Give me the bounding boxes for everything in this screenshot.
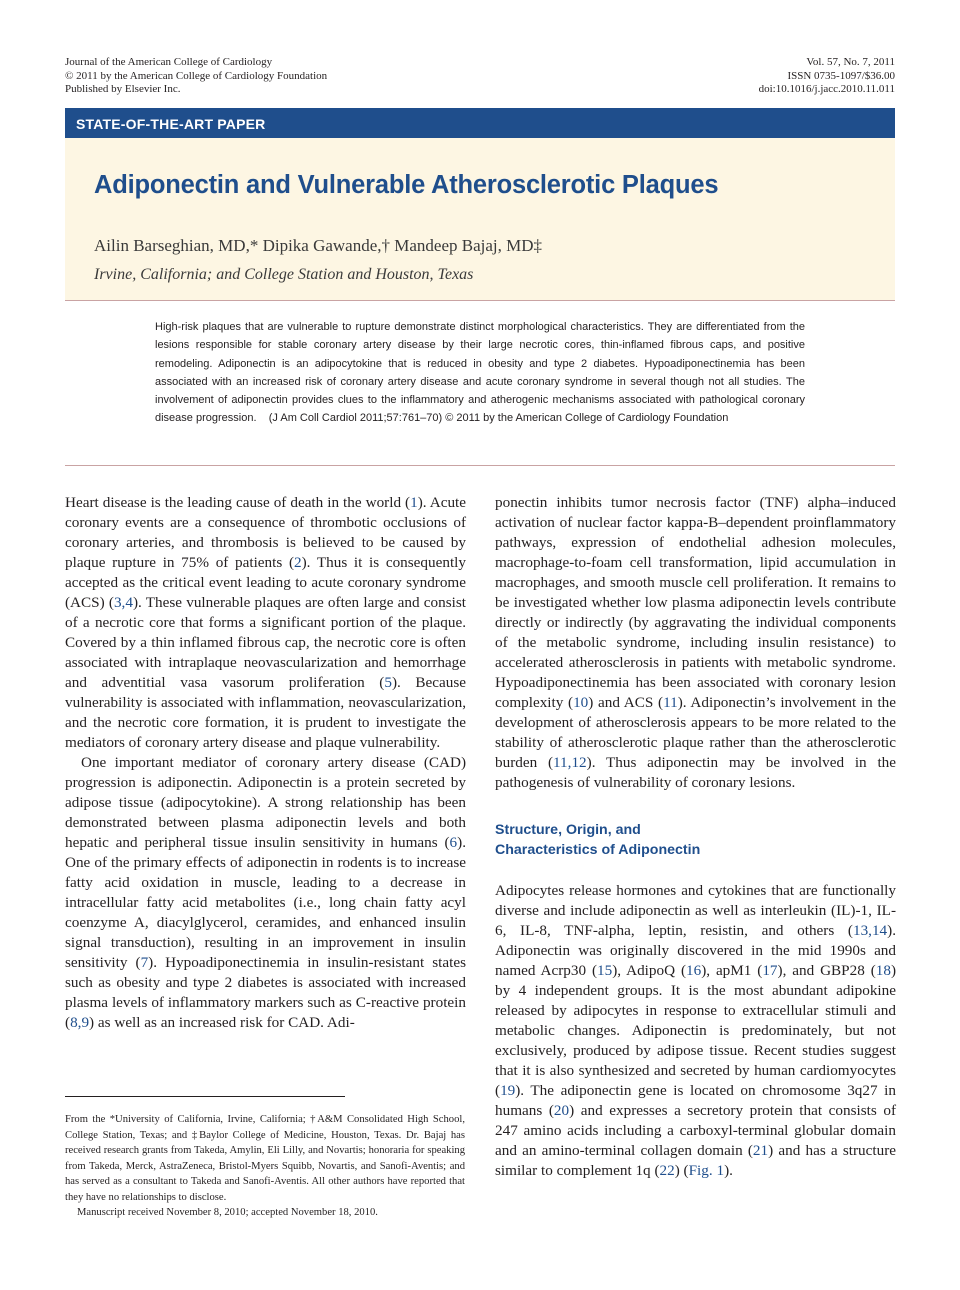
publisher-line: Published by Elsevier Inc. bbox=[65, 83, 181, 95]
article-title: Adiponectin and Vulnerable Atherosclerotic Plaques bbox=[94, 171, 719, 199]
author-list: Ailin Barseghian, MD,* Dipika Gawande,† Mandeep Bajaj, MD‡ bbox=[94, 236, 543, 255]
title-box bbox=[65, 138, 895, 301]
reference-link[interactable]: 2 bbox=[294, 554, 302, 571]
reference-link[interactable]: 11,12 bbox=[553, 754, 587, 771]
body-paragraph: One important mediator of coronary artery disease (CAD) progression is adiponectin. Adiponectin is a protein secreted by adipose tissue (adipocytokine). A strong relationship has been demonstrated between plasma adiponectin levels and both hepatic and peripheral tissue insulin sensitivity in humans (6). One of the primary effects of adiponectin in rodents is to increase fatty acid oxidation in muscle, leading to a decrease in intracellular fatty acid metabolites (i.e., long chain fatty acyl coenzyme A, diacylglycerol, ceramides, and enhanced insulin signal transduction), resulting in an improvement in insulin sensitivity (7). Hypoadiponectinemia in insulin-resistant states such as obesity and type 2 diabetes is associated with increased plasma levels of inflammatory markers such as C-reactive protein (8,9) as well as an increased risk for CAD. Adi- bbox=[65, 754, 467, 1031]
abstract-divider bbox=[65, 465, 895, 466]
reference-link[interactable]: 18 bbox=[875, 962, 891, 979]
reference-link[interactable]: 1 bbox=[410, 494, 418, 511]
body-column-left bbox=[65, 493, 466, 1033]
copyright-line: © 2011 by the American College of Cardiology Foundation bbox=[65, 69, 328, 82]
reference-link[interactable]: 16 bbox=[686, 962, 702, 979]
reference-link[interactable]: 20 bbox=[553, 1102, 570, 1119]
journal-name: Journal of the American College of Cardiology bbox=[65, 56, 273, 68]
reference-link[interactable]: 22 bbox=[659, 1162, 675, 1179]
reference-link[interactable]: 3,4 bbox=[113, 594, 133, 611]
abstract-citation: (J Am Coll Cardiol 2011;57:761–70) © 2011 by the American College of Cardiology Foundation bbox=[268, 412, 729, 425]
body-paragraph: Adipocytes release hormones and cytokines that are functionally diverse and include adiponectin as well as interleukin (IL)-1, IL-6, IL-8, TNF-alpha, leptin, resistin, and others (13,14). Adiponectin was originally discovered in the mid 1990s and named Acrp30 (15), AdipoQ (16), apM1 (17), and GBP28 (18) by 4 independent groups. It is the most abundant adipokine released by adipocytes in response to extracellular stimuli and metabolic changes. Adiponectin is predominately, but not exclusively, produced by adipose tissue. Recent studies suggest that it is also synthesized and secreted by human cardiomyocytes (19). The adiponectin gene is located on chromosome 3q27 in humans (20) and expresses a secretory protein that consists of 247 amino acids including a carboxyl-terminal globular domain and an amino-terminal collagen domain (21) and has a structure similar to complement 1q (22) (Fig. 1). bbox=[495, 882, 896, 1179]
reference-link[interactable]: 21 bbox=[752, 1142, 769, 1159]
abstract bbox=[155, 318, 805, 428]
reference-link[interactable]: 5 bbox=[384, 674, 392, 691]
reference-link[interactable]: Fig. 1 bbox=[688, 1162, 725, 1179]
reference-link[interactable]: 13,14 bbox=[852, 922, 888, 939]
abstract-text: High-risk plaques that are vulnerable to rupture demonstrate distinct morphological characteristics. They are differentiated from the lesions responsible for stable coronary artery disease by their large necrotic cores, thin-inflamed fibrous caps, and positive remodeling. Adiponectin is an adipocytokine that is reduced in obesity and type 2 diabetes. Hypoadiponectinemia has been associated with an increased risk of coronary artery disease and acute coronary syndrome in several though not all studies. The involvement of adiponectin provides clues to the inflammatory and atherogenic mechanisms associated with pathological coronary disease progression. bbox=[155, 321, 805, 425]
volume-line: Vol. 57, No. 7, 2011 bbox=[806, 56, 895, 68]
article-type-banner bbox=[65, 108, 895, 138]
reference-link[interactable]: 15 bbox=[597, 962, 613, 979]
footnote-affiliations: From the *University of California, Irvine, California; †A&M Consolidated High School, College Station, Texas; and ‡Baylor College of Medicine, Houston, Texas. Dr. Bajaj has received research grants from Takeda, Amylin, Eli Lilly, and Novartis; honoraria for speaking from Takeda, Merck, AstraZeneca, Bristol-Myers Squibb, Novartis, and Sanofi-Aventis; and has served as a consultant to Takeda and Sanofi-Aventis. All other authors have reported that they have no relationships to disclose. bbox=[65, 1114, 465, 1203]
reference-link[interactable]: 10 bbox=[573, 694, 589, 711]
body-paragraph: ponectin inhibits tumor necrosis factor (TNF) alpha–induced activation of nuclear factor kappa-B–dependent proinflammatory pathways, expression of endothelial adhesion molecules, macrophage-to-foam cell transformation, lipid accumulation in macrophages, and smooth muscle cell proliferation. It remains to be investigated whether low plasma adiponectin levels contribute directly or indirectly (by aggravating the individual components of the metabolic syndrome, including insulin resistance) to accelerated atherosclerosis in patients with metabolic syndrome. Hypoadiponectinemia has been associated with coronary lesion complexity (10) and ACS (11). Adiponectin’s involvement in the development of atherosclerosis appears to be more related to the stability of atherosclerotic plaque rather than the atherosclerotic burden (11,12). Thus adiponectin may be involved in the pathogenesis of vulnerability of coronary lesions. bbox=[495, 494, 896, 791]
body-column-right bbox=[495, 493, 896, 1181]
journal-header-right bbox=[759, 56, 895, 97]
reference-link[interactable]: 7 bbox=[140, 954, 149, 971]
footnote-divider bbox=[65, 1096, 345, 1097]
article-type-label: STATE-OF-THE-ART PAPER bbox=[76, 116, 266, 132]
issn-line: ISSN 0735-1097/$36.00 bbox=[787, 69, 895, 82]
journal-header-left bbox=[65, 56, 327, 97]
reference-link[interactable]: 19 bbox=[500, 1082, 516, 1099]
section-heading: Structure, Origin, and Characteristics of Adiponectin bbox=[495, 822, 701, 858]
footnote bbox=[65, 1112, 465, 1221]
reference-link[interactable]: 11 bbox=[663, 694, 678, 711]
doi-line: doi:10.1016/j.jacc.2010.11.011 bbox=[758, 83, 895, 95]
reference-link[interactable]: 8,9 bbox=[70, 1014, 90, 1031]
body-paragraph: Heart disease is the leading cause of death in the world (1). Acute coronary events are a consequence of thrombotic occlusions of coronary arteries, and thrombosis is believed to be caused by plaque rupture in 75% of patients (2). Thus it is consequently accepted as the critical event leading to acute coronary syndrome (ACS) (3,4). These vulnerable plaques are often large and consist of a necrotic core that forms a significant portion of the plaque. Covered by a thin inflamed fibrous cap, the necrotic core is often associated with intraplaque neovascularization and hemorrhage and adventitial vasa vasorum proliferation (5). Because vulnerability is associated with inflammation, neovascularization, and the necrotic core formation, it is prudent to investigate the mediators of coronary artery disease and plaque vulnerability. bbox=[65, 494, 466, 751]
author-affiliations: Irvine, California; and College Station and Houston, Texas bbox=[94, 266, 474, 283]
reference-link[interactable]: 17 bbox=[762, 962, 778, 979]
reference-link[interactable]: 6 bbox=[449, 834, 458, 851]
manuscript-dates: Manuscript received November 8, 2010; accepted November 18, 2010. bbox=[77, 1207, 378, 1218]
